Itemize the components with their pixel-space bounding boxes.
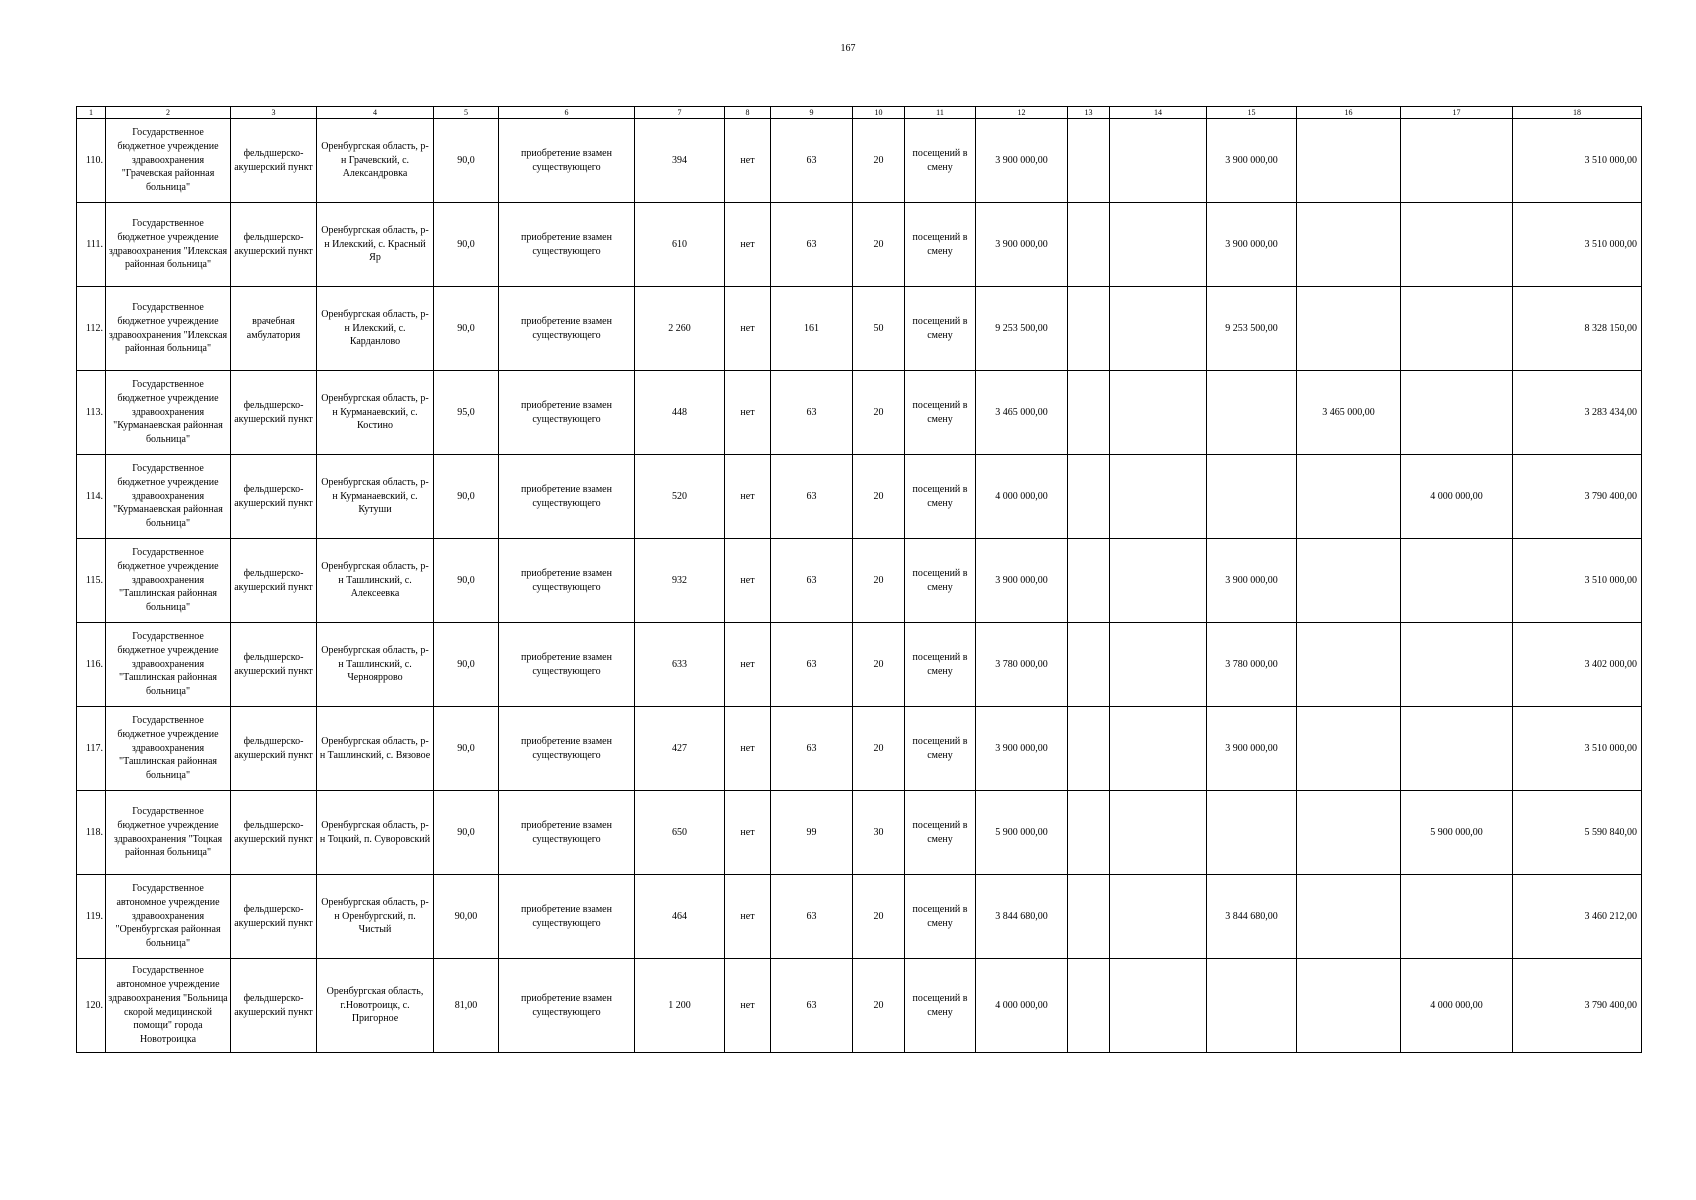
column-number-12: 12 (976, 107, 1068, 119)
col-5-value: 90,0 (434, 203, 499, 287)
col-16-amount (1297, 539, 1401, 623)
col-9-value: 161 (771, 287, 853, 371)
organization-name: Государственное бюджетное учреждение здравоохранения "Илекская районная больница" (106, 287, 231, 371)
col-10-value: 20 (853, 707, 905, 791)
row-number: 111. (77, 203, 106, 287)
col-16-amount (1297, 959, 1401, 1053)
col-12-amount: 3 900 000,00 (976, 119, 1068, 203)
facility-type: фельдшерско-акушерский пункт (231, 119, 317, 203)
row-number: 118. (77, 791, 106, 875)
col-5-value: 95,0 (434, 371, 499, 455)
col-13-value (1068, 119, 1110, 203)
col-13-value (1068, 287, 1110, 371)
table-row (77, 287, 1642, 371)
col-12-amount: 4 000 000,00 (976, 959, 1068, 1053)
col-17-amount (1401, 875, 1513, 959)
purpose: приобретение взамен существующего (499, 539, 635, 623)
col-8-value: нет (725, 707, 771, 791)
col-10-value: 50 (853, 287, 905, 371)
col-14-value (1110, 371, 1207, 455)
col-9-value: 63 (771, 203, 853, 287)
col-18-amount: 3 510 000,00 (1513, 119, 1642, 203)
col-12-amount: 3 780 000,00 (976, 623, 1068, 707)
facility-address: Оренбургская область, г.Новотроицк, с. Пригорное (317, 959, 434, 1053)
col-17-amount (1401, 119, 1513, 203)
facility-type: фельдшерско-акушерский пункт (231, 791, 317, 875)
column-number-11: 11 (905, 107, 976, 119)
organization-name: Государственное автономное учреждение здравоохранения "Больница скорой медицинской помощи" города Новотроицка (106, 959, 231, 1053)
col-17-amount (1401, 371, 1513, 455)
row-number: 116. (77, 623, 106, 707)
col-16-amount (1297, 119, 1401, 203)
facility-address: Оренбургская область, р-н Курманаевский, с. Кутуши (317, 455, 434, 539)
capacity-unit: посещений в смену (905, 371, 976, 455)
col-14-value (1110, 875, 1207, 959)
table-row (77, 371, 1642, 455)
capacity-unit: посещений в смену (905, 791, 976, 875)
col-10-value: 20 (853, 371, 905, 455)
purpose: приобретение взамен существующего (499, 875, 635, 959)
capacity-unit: посещений в смену (905, 539, 976, 623)
col-12-amount: 4 000 000,00 (976, 455, 1068, 539)
col-17-amount: 5 900 000,00 (1401, 791, 1513, 875)
col-5-value: 90,0 (434, 455, 499, 539)
col-8-value: нет (725, 623, 771, 707)
purpose: приобретение взамен существующего (499, 623, 635, 707)
col-12-amount: 3 465 000,00 (976, 371, 1068, 455)
col-8-value: нет (725, 287, 771, 371)
col-16-amount (1297, 203, 1401, 287)
col-5-value: 90,0 (434, 287, 499, 371)
col-13-value (1068, 791, 1110, 875)
column-number-16: 16 (1297, 107, 1401, 119)
purpose: приобретение взамен существующего (499, 287, 635, 371)
col-9-value: 63 (771, 371, 853, 455)
row-number: 113. (77, 371, 106, 455)
facility-address: Оренбургская область, р-н Тоцкий, п. Суворовский (317, 791, 434, 875)
facility-type: фельдшерско-акушерский пункт (231, 875, 317, 959)
col-8-value: нет (725, 791, 771, 875)
facility-address: Оренбургская область, р-н Илекский, с. Карданлово (317, 287, 434, 371)
column-number-7: 7 (635, 107, 725, 119)
col-14-value (1110, 119, 1207, 203)
facility-type: фельдшерско-акушерский пункт (231, 623, 317, 707)
col-18-amount: 3 790 400,00 (1513, 959, 1642, 1053)
facility-type: фельдшерско-акушерский пункт (231, 707, 317, 791)
col-7-value: 520 (635, 455, 725, 539)
column-number-1: 1 (77, 107, 106, 119)
organization-name: Государственное автономное учреждение здравоохранения "Оренбургская районная больница" (106, 875, 231, 959)
col-10-value: 20 (853, 455, 905, 539)
col-13-value (1068, 203, 1110, 287)
col-18-amount: 3 510 000,00 (1513, 539, 1642, 623)
column-number-5: 5 (434, 107, 499, 119)
col-14-value (1110, 623, 1207, 707)
col-5-value: 90,0 (434, 119, 499, 203)
col-7-value: 932 (635, 539, 725, 623)
capacity-unit: посещений в смену (905, 455, 976, 539)
capacity-unit: посещений в смену (905, 707, 976, 791)
capacity-unit: посещений в смену (905, 623, 976, 707)
col-15-amount: 3 900 000,00 (1207, 203, 1297, 287)
col-9-value: 63 (771, 539, 853, 623)
col-7-value: 1 200 (635, 959, 725, 1053)
col-12-amount: 5 900 000,00 (976, 791, 1068, 875)
col-18-amount: 8 328 150,00 (1513, 287, 1642, 371)
col-15-amount (1207, 455, 1297, 539)
col-15-amount: 3 900 000,00 (1207, 707, 1297, 791)
table-row (77, 455, 1642, 539)
col-8-value: нет (725, 959, 771, 1053)
column-number-14: 14 (1110, 107, 1207, 119)
capacity-unit: посещений в смену (905, 959, 976, 1053)
col-14-value (1110, 791, 1207, 875)
table-row (77, 959, 1642, 1053)
col-14-value (1110, 455, 1207, 539)
col-17-amount (1401, 623, 1513, 707)
col-14-value (1110, 287, 1207, 371)
col-9-value: 99 (771, 791, 853, 875)
organization-name: Государственное бюджетное учреждение здравоохранения "Ташлинская районная больница" (106, 539, 231, 623)
column-number-9: 9 (771, 107, 853, 119)
col-8-value: нет (725, 455, 771, 539)
column-number-6: 6 (499, 107, 635, 119)
col-18-amount: 3 460 212,00 (1513, 875, 1642, 959)
col-16-amount (1297, 875, 1401, 959)
col-9-value: 63 (771, 455, 853, 539)
col-15-amount (1207, 791, 1297, 875)
col-13-value (1068, 455, 1110, 539)
organization-name: Государственное бюджетное учреждение здравоохранения "Илекская районная больница" (106, 203, 231, 287)
facility-type: фельдшерско-акушерский пункт (231, 455, 317, 539)
col-15-amount: 3 900 000,00 (1207, 539, 1297, 623)
data-table (76, 106, 1642, 1053)
organization-name: Государственное бюджетное учреждение здравоохранения "Ташлинская районная больница" (106, 623, 231, 707)
col-18-amount: 3 510 000,00 (1513, 203, 1642, 287)
column-number-15: 15 (1207, 107, 1297, 119)
col-12-amount: 3 900 000,00 (976, 539, 1068, 623)
row-number: 110. (77, 119, 106, 203)
row-number: 119. (77, 875, 106, 959)
col-7-value: 633 (635, 623, 725, 707)
col-10-value: 20 (853, 623, 905, 707)
col-18-amount: 5 590 840,00 (1513, 791, 1642, 875)
col-10-value: 20 (853, 875, 905, 959)
col-7-value: 448 (635, 371, 725, 455)
col-13-value (1068, 959, 1110, 1053)
col-8-value: нет (725, 875, 771, 959)
facility-type: фельдшерско-акушерский пункт (231, 539, 317, 623)
purpose: приобретение взамен существующего (499, 119, 635, 203)
col-8-value: нет (725, 371, 771, 455)
capacity-unit: посещений в смену (905, 287, 976, 371)
facility-type: врачебная амбулатория (231, 287, 317, 371)
col-17-amount (1401, 203, 1513, 287)
col-13-value (1068, 875, 1110, 959)
col-14-value (1110, 707, 1207, 791)
col-17-amount (1401, 287, 1513, 371)
purpose: приобретение взамен существующего (499, 203, 635, 287)
organization-name: Государственное бюджетное учреждение здравоохранения "Курманаевская районная больница" (106, 455, 231, 539)
column-number-13: 13 (1068, 107, 1110, 119)
column-number-10: 10 (853, 107, 905, 119)
column-number-18: 18 (1513, 107, 1642, 119)
table-row (77, 119, 1642, 203)
col-7-value: 2 260 (635, 287, 725, 371)
row-number: 120. (77, 959, 106, 1053)
col-5-value: 90,0 (434, 791, 499, 875)
col-18-amount: 3 283 434,00 (1513, 371, 1642, 455)
row-number: 112. (77, 287, 106, 371)
col-15-amount: 3 844 680,00 (1207, 875, 1297, 959)
col-16-amount (1297, 287, 1401, 371)
col-7-value: 464 (635, 875, 725, 959)
col-10-value: 20 (853, 959, 905, 1053)
col-10-value: 30 (853, 791, 905, 875)
col-5-value: 90,00 (434, 875, 499, 959)
col-16-amount (1297, 791, 1401, 875)
col-14-value (1110, 959, 1207, 1053)
col-9-value: 63 (771, 119, 853, 203)
table-row (77, 623, 1642, 707)
col-9-value: 63 (771, 875, 853, 959)
facility-address: Оренбургская область, р-н Грачевский, с. Александровка (317, 119, 434, 203)
col-9-value: 63 (771, 707, 853, 791)
table-row (77, 539, 1642, 623)
facility-address: Оренбургская область, р-н Оренбургский, п. Чистый (317, 875, 434, 959)
organization-name: Государственное бюджетное учреждение здравоохранения "Курманаевская районная больница" (106, 371, 231, 455)
organization-name: Государственное бюджетное учреждение здравоохранения "Тоцкая районная больница" (106, 791, 231, 875)
row-number: 115. (77, 539, 106, 623)
col-18-amount: 3 790 400,00 (1513, 455, 1642, 539)
col-17-amount: 4 000 000,00 (1401, 455, 1513, 539)
col-16-amount (1297, 455, 1401, 539)
col-14-value (1110, 539, 1207, 623)
col-18-amount: 3 402 000,00 (1513, 623, 1642, 707)
col-5-value: 90,0 (434, 623, 499, 707)
table-row (77, 707, 1642, 791)
col-8-value: нет (725, 203, 771, 287)
col-15-amount: 3 780 000,00 (1207, 623, 1297, 707)
col-13-value (1068, 707, 1110, 791)
purpose: приобретение взамен существующего (499, 455, 635, 539)
col-13-value (1068, 623, 1110, 707)
col-7-value: 650 (635, 791, 725, 875)
facility-address: Оренбургская область, р-н Ташлинский, с. Вязовое (317, 707, 434, 791)
organization-name: Государственное бюджетное учреждение здравоохранения "Ташлинская районная больница" (106, 707, 231, 791)
purpose: приобретение взамен существующего (499, 791, 635, 875)
col-10-value: 20 (853, 539, 905, 623)
col-5-value: 90,0 (434, 707, 499, 791)
capacity-unit: посещений в смену (905, 203, 976, 287)
col-16-amount (1297, 707, 1401, 791)
table-body (77, 107, 1642, 1053)
col-5-value: 81,00 (434, 959, 499, 1053)
column-number-8: 8 (725, 107, 771, 119)
facility-address: Оренбургская область, р-н Курманаевский, с. Костино (317, 371, 434, 455)
purpose: приобретение взамен существующего (499, 371, 635, 455)
row-number: 117. (77, 707, 106, 791)
facility-type: фельдшерско-акушерский пункт (231, 203, 317, 287)
purpose: приобретение взамен существующего (499, 707, 635, 791)
col-17-amount (1401, 539, 1513, 623)
col-9-value: 63 (771, 623, 853, 707)
col-17-amount: 4 000 000,00 (1401, 959, 1513, 1053)
table-row (77, 875, 1642, 959)
column-number-17: 17 (1401, 107, 1513, 119)
column-number-row (77, 107, 1642, 119)
col-18-amount: 3 510 000,00 (1513, 707, 1642, 791)
table-row (77, 203, 1642, 287)
col-7-value: 394 (635, 119, 725, 203)
col-7-value: 427 (635, 707, 725, 791)
column-number-3: 3 (231, 107, 317, 119)
col-12-amount: 9 253 500,00 (976, 287, 1068, 371)
capacity-unit: посещений в смену (905, 119, 976, 203)
table-row (77, 791, 1642, 875)
col-16-amount: 3 465 000,00 (1297, 371, 1401, 455)
facility-type: фельдшерско-акушерский пункт (231, 371, 317, 455)
purpose: приобретение взамен существующего (499, 959, 635, 1053)
facility-address: Оренбургская область, р-н Ташлинский, с. Алексеевка (317, 539, 434, 623)
col-10-value: 20 (853, 203, 905, 287)
col-15-amount: 3 900 000,00 (1207, 119, 1297, 203)
col-13-value (1068, 539, 1110, 623)
page-number: 167 (840, 43, 856, 54)
col-12-amount: 3 900 000,00 (976, 203, 1068, 287)
col-8-value: нет (725, 539, 771, 623)
col-15-amount (1207, 959, 1297, 1053)
facility-address: Оренбургская область, р-н Ташлинский, с. Чернояррово (317, 623, 434, 707)
column-number-2: 2 (106, 107, 231, 119)
col-5-value: 90,0 (434, 539, 499, 623)
col-12-amount: 3 844 680,00 (976, 875, 1068, 959)
row-number: 114. (77, 455, 106, 539)
col-13-value (1068, 371, 1110, 455)
col-12-amount: 3 900 000,00 (976, 707, 1068, 791)
facility-type: фельдшерско-акушерский пункт (231, 959, 317, 1053)
col-8-value: нет (725, 119, 771, 203)
column-number-4: 4 (317, 107, 434, 119)
col-17-amount (1401, 707, 1513, 791)
capacity-unit: посещений в смену (905, 875, 976, 959)
col-15-amount (1207, 371, 1297, 455)
col-16-amount (1297, 623, 1401, 707)
col-7-value: 610 (635, 203, 725, 287)
facility-address: Оренбургская область, р-н Илекский, с. Красный Яр (317, 203, 434, 287)
col-9-value: 63 (771, 959, 853, 1053)
col-10-value: 20 (853, 119, 905, 203)
col-14-value (1110, 203, 1207, 287)
organization-name: Государственное бюджетное учреждение здравоохранения "Грачевская районная больница" (106, 119, 231, 203)
col-15-amount: 9 253 500,00 (1207, 287, 1297, 371)
